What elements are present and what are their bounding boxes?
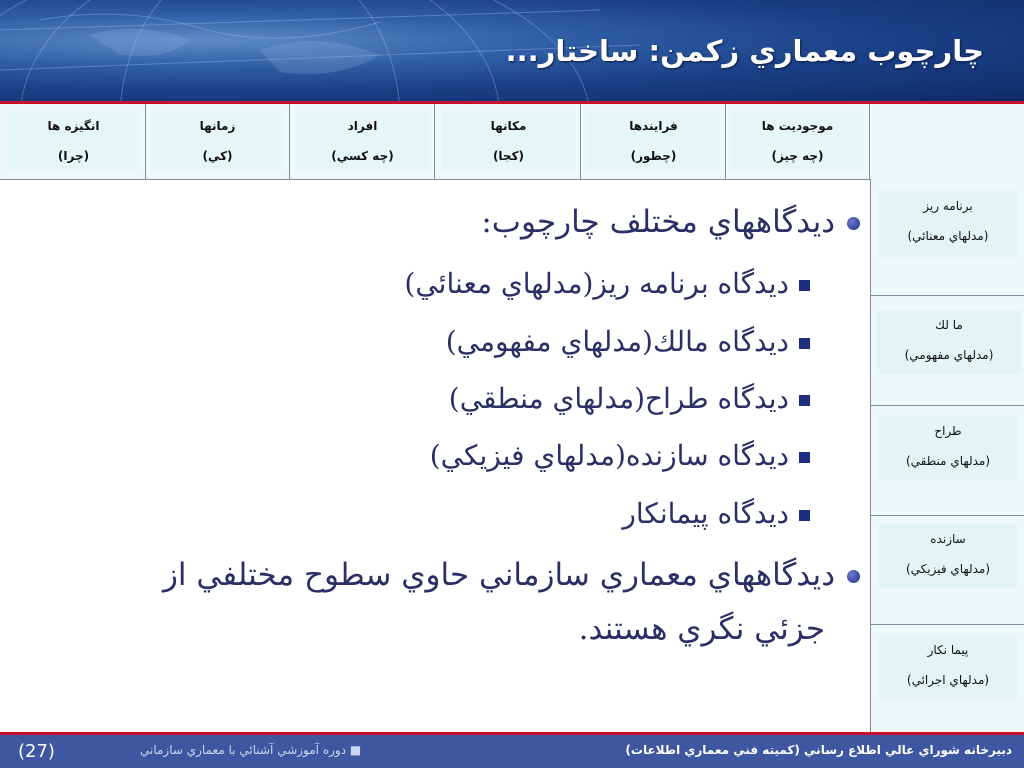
column-box <box>7 111 140 171</box>
row-box <box>879 191 1017 257</box>
sub-bullet-item: ديدگاه طراح(مدلهاي منطقي) <box>449 382 810 415</box>
bullet-continuation: جزئي نگري هستند. <box>578 611 825 647</box>
column-sub: (چرا) <box>57 149 90 163</box>
row-planner <box>871 179 1024 296</box>
column-sub: (كجا) <box>492 149 525 163</box>
column-label: فرايندها <box>629 119 678 133</box>
zachman-grid <box>0 104 1024 732</box>
column-locations <box>437 104 581 179</box>
column-label: موجوديت ها <box>761 119 834 133</box>
column-people <box>291 104 435 179</box>
row-label: سازنده <box>930 532 966 546</box>
column-sub: (چه كسي) <box>331 149 394 163</box>
slide-header <box>0 0 1024 101</box>
column-box <box>731 111 864 171</box>
page-number: (27) <box>18 741 55 762</box>
column-box <box>151 111 284 171</box>
column-motivations <box>2 104 146 179</box>
row-sub: (مدلهاي منطقي) <box>905 454 991 468</box>
slide-title: چارچوب معماري زكمن: ساختار... <box>505 34 984 68</box>
square-bullet-icon: ■ <box>346 743 362 757</box>
row-label: پيما نكار <box>927 643 969 657</box>
row-label: طراح <box>934 424 962 438</box>
row-subcontractor <box>871 625 1024 732</box>
column-times <box>146 104 290 179</box>
slide-content <box>0 179 870 732</box>
row-label: ما لك <box>935 318 963 332</box>
sub-bullet-item: ديدگاه برنامه ريز(مدلهاي معنائي) <box>404 267 810 300</box>
column-entities <box>726 104 870 179</box>
row-box <box>879 524 1017 588</box>
row-box <box>877 310 1021 374</box>
bullet-item: ديدگاههاي معماري سازماني حاوي سطوح مختلفي از <box>163 557 860 593</box>
row-header-column <box>870 179 1024 732</box>
column-label: انگيزه ها <box>47 119 100 133</box>
row-designer <box>871 406 1024 516</box>
sub-bullet-item: ديدگاه سازنده(مدلهاي فيزيكي) <box>430 439 810 472</box>
row-sub: (مدلهاي مفهومي) <box>904 348 994 362</box>
sub-bullet-item: ديدگاه مالك(مدلهاي مفهومي) <box>446 325 810 358</box>
slide-footer <box>0 735 1024 768</box>
row-sub: (مدلهاي معنائي) <box>907 229 989 243</box>
round-bullet-icon <box>847 570 860 583</box>
row-sub: (مدلهاي اجرائي) <box>906 673 990 687</box>
bullet-item: ديدگاههاي مختلف چارچوب: <box>481 204 860 240</box>
square-bullet-icon <box>799 280 810 291</box>
row-sub: (مدلهاي فيزيكي) <box>905 562 991 576</box>
row-label: برنامه ريز <box>923 199 973 213</box>
column-box <box>442 111 575 171</box>
column-sub: (چه چيز) <box>771 149 824 163</box>
column-sub: (چطور) <box>630 149 677 163</box>
column-header-row <box>0 104 1024 180</box>
column-label: زمانها <box>199 119 236 133</box>
course-name: ■ دوره آموزشي آشنائي با معماري سازماني <box>140 743 362 757</box>
organization-name: دبيرخانه شوراي عالي اطلاع رساني (كميته فني معماري اطلاعات) <box>625 743 1012 757</box>
column-box <box>587 111 720 171</box>
column-box <box>296 111 429 171</box>
square-bullet-icon <box>799 338 810 349</box>
column-label: افراد <box>347 119 378 133</box>
column-sub: (كي) <box>202 149 233 163</box>
row-builder <box>871 516 1024 625</box>
sub-bullet-item: ديدگاه پيمانكار <box>622 497 810 530</box>
column-label: مكانها <box>490 119 527 133</box>
row-box <box>879 635 1017 699</box>
row-box <box>879 416 1017 480</box>
row-owner <box>871 296 1024 406</box>
square-bullet-icon <box>799 510 810 521</box>
round-bullet-icon <box>847 217 860 230</box>
square-bullet-icon <box>799 452 810 463</box>
square-bullet-icon <box>799 395 810 406</box>
column-processes <box>582 104 726 179</box>
